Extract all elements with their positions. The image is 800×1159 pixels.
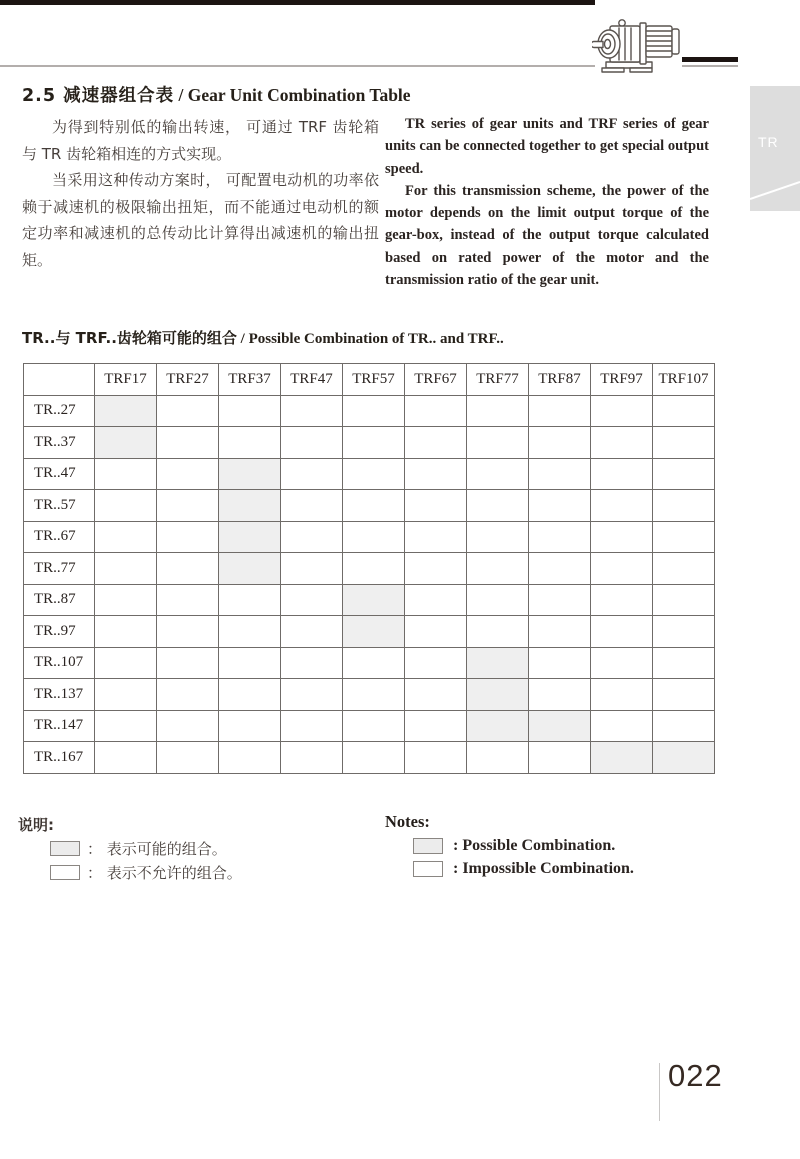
- combination-cell-TR47-TRF97: [591, 458, 653, 490]
- combination-cell-TR57-TRF97: [591, 490, 653, 522]
- combination-cell-TR147-TRF107: [653, 710, 715, 742]
- combination-cell-TR107-TRF87: [529, 647, 591, 679]
- combination-cell-TR67-TRF27: [157, 521, 219, 553]
- combination-cell-TR137-TRF47: [281, 679, 343, 711]
- column-header-trf67: TRF67: [405, 364, 467, 396]
- combination-cell-TR167-TRF37: [219, 742, 281, 774]
- combination-cell-TR87-TRF77: [467, 584, 529, 616]
- combination-cell-TR97-TRF37: [219, 616, 281, 648]
- intro-chinese-column: [22, 114, 379, 273]
- footer-divider: [659, 1063, 660, 1121]
- table-row-tr27: [24, 395, 715, 427]
- table-title: [22, 327, 504, 348]
- impossible-swatch-icon: [413, 861, 443, 877]
- combination-cell-TR67-TRF77: [467, 521, 529, 553]
- combination-cell-TR137-TRF87: [529, 679, 591, 711]
- combination-cell-TR67-TRF97: [591, 521, 653, 553]
- combination-cell-TR37-TRF37: [219, 427, 281, 459]
- combination-cell-TR137-TRF77: [467, 679, 529, 711]
- combination-cell-TR77-TRF47: [281, 553, 343, 585]
- combination-cell-TR167-TRF77: [467, 742, 529, 774]
- row-label: TR..137: [24, 679, 95, 711]
- column-header-trf77: TRF77: [467, 364, 529, 396]
- combination-cell-TR97-TRF67: [405, 616, 467, 648]
- legend-item-zh-impossible: [50, 862, 242, 883]
- intro-en-paragraph-2: For this transmission scheme, the power of the motor depends on the limit output torque of the gear-box, instead of the output torque calculated based on rated power of the motor and the transmission ratio of the gear unit.: [385, 182, 709, 289]
- combination-cell-TR97-TRF97: [591, 616, 653, 648]
- page-title-separator: /: [174, 85, 188, 105]
- combination-cell-TR107-TRF17: [95, 647, 157, 679]
- combination-cell-TR87-TRF47: [281, 584, 343, 616]
- table-row-tr47: [24, 458, 715, 490]
- combination-cell-TR77-TRF37: [219, 553, 281, 585]
- combination-cell-TR67-TRF37: [219, 521, 281, 553]
- combination-cell-TR137-TRF57: [343, 679, 405, 711]
- combination-cell-TR87-TRF107: [653, 584, 715, 616]
- combination-cell-TR57-TRF107: [653, 490, 715, 522]
- side-tab-tr: [750, 86, 800, 211]
- table-row-tr137: [24, 679, 715, 711]
- page-title: [22, 82, 411, 107]
- combination-cell-TR167-TRF27: [157, 742, 219, 774]
- combination-cell-TR37-TRF27: [157, 427, 219, 459]
- combination-cell-TR47-TRF67: [405, 458, 467, 490]
- combination-cell-TR107-TRF27: [157, 647, 219, 679]
- legend-item-en-impossible: [413, 860, 634, 878]
- legend-text: : Possible Combination.: [453, 837, 616, 854]
- combination-cell-TR77-TRF17: [95, 553, 157, 585]
- combination-cell-TR107-TRF77: [467, 647, 529, 679]
- combination-cell-TR97-TRF27: [157, 616, 219, 648]
- combination-cell-TR137-TRF27: [157, 679, 219, 711]
- header-rule-left-black: [0, 0, 595, 5]
- combination-cell-TR107-TRF107: [653, 647, 715, 679]
- combination-cell-TR77-TRF107: [653, 553, 715, 585]
- combination-cell-TR57-TRF27: [157, 490, 219, 522]
- row-label: TR..67: [24, 521, 95, 553]
- combination-cell-TR57-TRF17: [95, 490, 157, 522]
- row-label: TR..97: [24, 616, 95, 648]
- page-title-zh: 2.5 减速器组合表: [22, 86, 175, 106]
- combination-cell-TR27-TRF77: [467, 395, 529, 427]
- table-row-tr67: [24, 521, 715, 553]
- combination-cell-TR147-TRF87: [529, 710, 591, 742]
- combination-cell-TR137-TRF17: [95, 679, 157, 711]
- combination-cell-TR47-TRF57: [343, 458, 405, 490]
- combination-cell-TR107-TRF47: [281, 647, 343, 679]
- combination-cell-TR67-TRF67: [405, 521, 467, 553]
- side-tab-diagonal: [750, 86, 800, 211]
- combination-cell-TR37-TRF17: [95, 427, 157, 459]
- combination-cell-TR47-TRF87: [529, 458, 591, 490]
- header-rule-right-gray: [682, 65, 738, 67]
- table-title-zh: TR..与 TRF..齿轮箱可能的组合: [22, 329, 237, 347]
- combination-cell-TR167-TRF67: [405, 742, 467, 774]
- combination-cell-TR37-TRF97: [591, 427, 653, 459]
- table-row-tr57: [24, 490, 715, 522]
- combination-cell-TR27-TRF57: [343, 395, 405, 427]
- impossible-swatch-icon: [50, 865, 80, 880]
- column-header-trf87: TRF87: [529, 364, 591, 396]
- combination-cell-TR97-TRF87: [529, 616, 591, 648]
- combination-cell-TR137-TRF37: [219, 679, 281, 711]
- combination-cell-TR107-TRF37: [219, 647, 281, 679]
- table-row-tr167: [24, 742, 715, 774]
- combination-cell-TR47-TRF77: [467, 458, 529, 490]
- row-label: TR..47: [24, 458, 95, 490]
- header-rule-right-black: [682, 57, 738, 62]
- combination-cell-TR77-TRF77: [467, 553, 529, 585]
- combination-cell-TR147-TRF57: [343, 710, 405, 742]
- combination-cell-TR167-TRF47: [281, 742, 343, 774]
- combination-cell-TR27-TRF107: [653, 395, 715, 427]
- combination-cell-TR27-TRF97: [591, 395, 653, 427]
- combination-cell-TR67-TRF17: [95, 521, 157, 553]
- intro-en-paragraph-1: TR series of gear units and TRF series of gear units can be connected together to get special output speed.: [385, 116, 709, 177]
- table-row-tr147: [24, 710, 715, 742]
- intro-zh-paragraph-1: 为得到特别低的输出转速， 可通过 TRF 齿轮箱与 TR 齿轮箱相连的方式实现。: [22, 118, 379, 163]
- combination-cell-TR97-TRF47: [281, 616, 343, 648]
- combination-cell-TR137-TRF107: [653, 679, 715, 711]
- legend-en-title: Notes:: [385, 812, 430, 831]
- column-header-trf27: TRF27: [157, 364, 219, 396]
- table-row-tr87: [24, 584, 715, 616]
- possible-swatch-icon: [50, 841, 80, 856]
- table-title-en: / Possible Combination of TR.. and TRF..: [236, 331, 504, 347]
- combination-cell-TR137-TRF97: [591, 679, 653, 711]
- combination-cell-TR67-TRF47: [281, 521, 343, 553]
- combination-cell-TR147-TRF17: [95, 710, 157, 742]
- combination-cell-TR167-TRF17: [95, 742, 157, 774]
- column-header-trf57: TRF57: [343, 364, 405, 396]
- combination-cell-TR147-TRF77: [467, 710, 529, 742]
- combination-cell-TR47-TRF17: [95, 458, 157, 490]
- combination-cell-TR47-TRF47: [281, 458, 343, 490]
- combination-cell-TR77-TRF97: [591, 553, 653, 585]
- possible-swatch-icon: [413, 838, 443, 854]
- combination-cell-TR87-TRF17: [95, 584, 157, 616]
- combination-cell-TR87-TRF37: [219, 584, 281, 616]
- row-label: TR..147: [24, 710, 95, 742]
- combination-cell-TR37-TRF77: [467, 427, 529, 459]
- combination-table: [23, 363, 715, 774]
- combination-cell-TR87-TRF87: [529, 584, 591, 616]
- table-head: [24, 364, 715, 396]
- combination-cell-TR37-TRF87: [529, 427, 591, 459]
- combination-cell-TR27-TRF17: [95, 395, 157, 427]
- column-header-trf37: TRF37: [219, 364, 281, 396]
- combination-cell-TR77-TRF57: [343, 553, 405, 585]
- row-label: TR..107: [24, 647, 95, 679]
- intro-zh-paragraph-2: 当采用这种传动方案时， 可配置电动机的功率依赖于减速机的极限输出扭矩，而不能通过电动机的额定功率和减速机的总传动比计算得出减速机的输出扭矩。: [22, 171, 379, 269]
- combination-cell-TR67-TRF57: [343, 521, 405, 553]
- combination-cell-TR147-TRF37: [219, 710, 281, 742]
- row-label: TR..37: [24, 427, 95, 459]
- combination-cell-TR87-TRF27: [157, 584, 219, 616]
- combination-cell-TR77-TRF67: [405, 553, 467, 585]
- row-label: TR..57: [24, 490, 95, 522]
- combination-cell-TR107-TRF57: [343, 647, 405, 679]
- table-body: [24, 395, 715, 773]
- combination-cell-TR47-TRF37: [219, 458, 281, 490]
- combination-cell-TR107-TRF97: [591, 647, 653, 679]
- combination-cell-TR37-TRF47: [281, 427, 343, 459]
- combination-cell-TR57-TRF67: [405, 490, 467, 522]
- combination-cell-TR27-TRF27: [157, 395, 219, 427]
- combination-cell-TR167-TRF107: [653, 742, 715, 774]
- row-label: TR..87: [24, 584, 95, 616]
- combination-cell-TR97-TRF107: [653, 616, 715, 648]
- combination-cell-TR147-TRF67: [405, 710, 467, 742]
- combination-cell-TR57-TRF57: [343, 490, 405, 522]
- side-tab-label: TR: [758, 134, 779, 150]
- legend-item-zh-possible: [50, 838, 227, 859]
- combination-cell-TR37-TRF107: [653, 427, 715, 459]
- table-row-tr77: [24, 553, 715, 585]
- combination-cell-TR87-TRF67: [405, 584, 467, 616]
- combination-cell-TR27-TRF87: [529, 395, 591, 427]
- combination-cell-TR67-TRF87: [529, 521, 591, 553]
- combination-cell-TR147-TRF97: [591, 710, 653, 742]
- combination-cell-TR57-TRF77: [467, 490, 529, 522]
- combination-cell-TR97-TRF17: [95, 616, 157, 648]
- legend-zh-title: 说明:: [18, 816, 54, 834]
- combination-cell-TR27-TRF37: [219, 395, 281, 427]
- row-label: TR..77: [24, 553, 95, 585]
- combination-cell-TR107-TRF67: [405, 647, 467, 679]
- row-label: TR..167: [24, 742, 95, 774]
- combination-cell-TR167-TRF57: [343, 742, 405, 774]
- table-corner-cell: [24, 364, 95, 396]
- column-header-trf97: TRF97: [591, 364, 653, 396]
- combination-cell-TR57-TRF37: [219, 490, 281, 522]
- combination-cell-TR57-TRF87: [529, 490, 591, 522]
- combination-cell-TR67-TRF107: [653, 521, 715, 553]
- combination-cell-TR167-TRF97: [591, 742, 653, 774]
- table-row-tr37: [24, 427, 715, 459]
- combination-cell-TR147-TRF27: [157, 710, 219, 742]
- legend-text: : Impossible Combination.: [453, 860, 634, 877]
- combination-cell-TR77-TRF87: [529, 553, 591, 585]
- combination-cell-TR47-TRF27: [157, 458, 219, 490]
- legend-text: ： 表示可能的组合。: [87, 840, 227, 858]
- page-number: 022: [668, 1058, 723, 1093]
- combination-cell-TR97-TRF57: [343, 616, 405, 648]
- combination-cell-TR137-TRF67: [405, 679, 467, 711]
- header-rule-left-gray: [0, 65, 595, 67]
- gear-motor-icon: [592, 16, 684, 79]
- combination-cell-TR37-TRF57: [343, 427, 405, 459]
- combination-cell-TR87-TRF97: [591, 584, 653, 616]
- table-row-tr107: [24, 647, 715, 679]
- combination-cell-TR57-TRF47: [281, 490, 343, 522]
- intro-english-column: [385, 113, 709, 291]
- combination-cell-TR47-TRF107: [653, 458, 715, 490]
- legend-text: ： 表示不允许的组合。: [87, 864, 242, 882]
- table-header-row: [24, 364, 715, 396]
- combination-cell-TR27-TRF47: [281, 395, 343, 427]
- table-row-tr97: [24, 616, 715, 648]
- column-header-trf47: TRF47: [281, 364, 343, 396]
- row-label: TR..27: [24, 395, 95, 427]
- combination-cell-TR97-TRF77: [467, 616, 529, 648]
- combination-cell-TR167-TRF87: [529, 742, 591, 774]
- combination-cell-TR27-TRF67: [405, 395, 467, 427]
- legend-item-en-possible: [413, 837, 615, 855]
- column-header-trf107: TRF107: [653, 364, 715, 396]
- combination-cell-TR87-TRF57: [343, 584, 405, 616]
- page-title-en: Gear Unit Combination Table: [187, 85, 411, 105]
- combination-cell-TR77-TRF27: [157, 553, 219, 585]
- combination-cell-TR37-TRF67: [405, 427, 467, 459]
- column-header-trf17: TRF17: [95, 364, 157, 396]
- combination-cell-TR147-TRF47: [281, 710, 343, 742]
